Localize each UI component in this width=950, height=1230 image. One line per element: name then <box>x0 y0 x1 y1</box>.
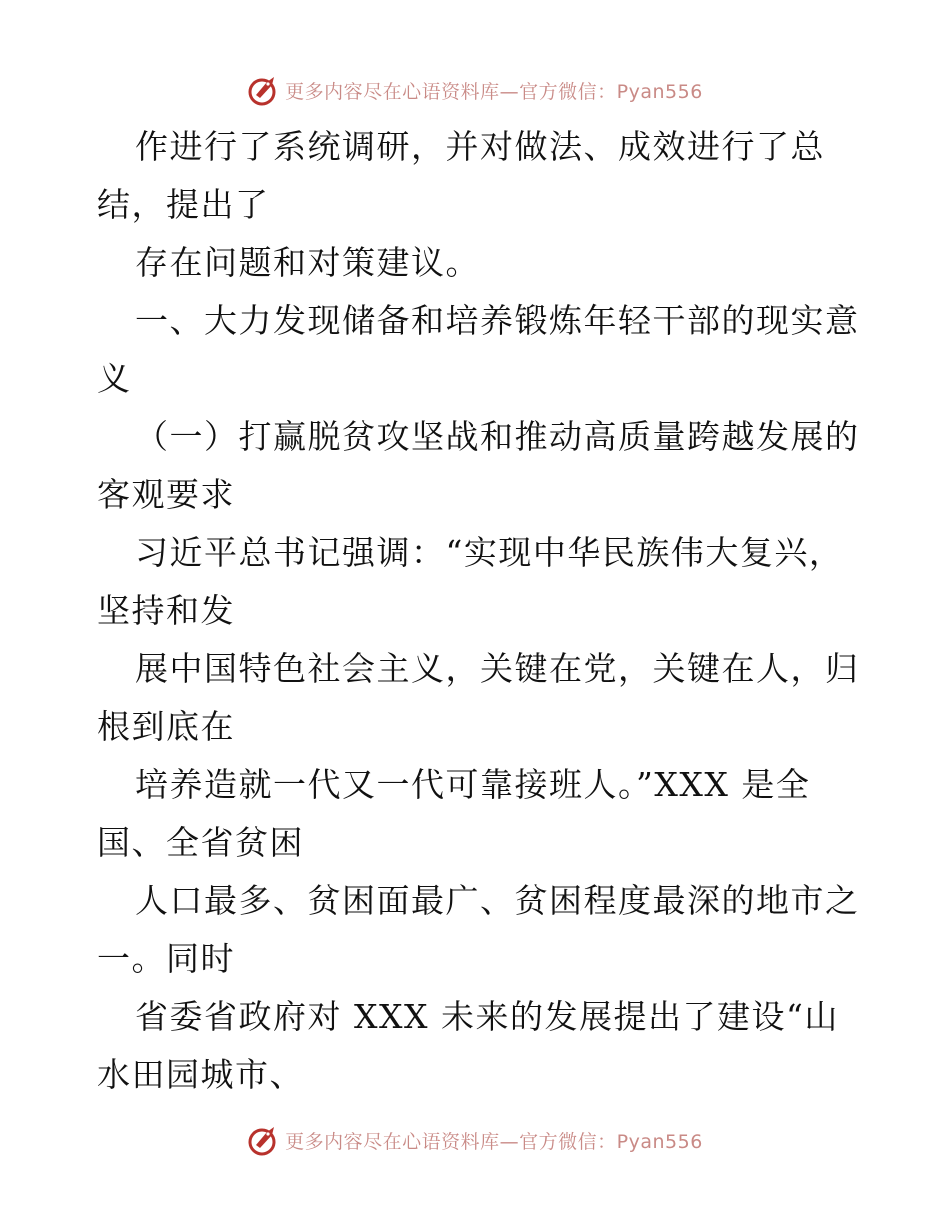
header-banner-text: 更多内容尽在心语资料库—官方微信：Pyan556 <box>285 80 703 103</box>
header-banner <box>0 72 950 108</box>
subsection-heading-line: 客观要求 <box>97 475 235 514</box>
paragraph-line: 作进行了系统调研，并对做法、成效进行了总 <box>135 127 825 166</box>
paragraph-line: 结，提出了 <box>97 185 270 224</box>
section-heading-line: 一、大力发现储备和培养锻炼年轻干部的现实意 <box>135 301 860 340</box>
paragraph-line: 展中国特色社会主义，关键在党，关键在人，归 <box>135 649 860 688</box>
paragraph-line: 习近平总书记强调：“实现中华民族伟大复兴， <box>135 533 844 572</box>
section-heading-line: 义 <box>97 359 132 398</box>
pen-nib-logo-icon <box>247 1123 281 1157</box>
paragraph-line: 人口最多、贫困面最广、贫困程度最深的地市之 <box>135 881 860 920</box>
paragraph-line: 培养造就一代又一代可靠接班人。”XXX 是全 <box>135 765 811 804</box>
footer-banner <box>0 1122 950 1158</box>
paragraph-line: 一。同时 <box>97 939 235 978</box>
footer-banner-text: 更多内容尽在心语资料库—官方微信：Pyan556 <box>285 1130 703 1153</box>
paragraph-line: 根到底在 <box>97 707 235 746</box>
subsection-heading-line: （一）打赢脱贫攻坚战和推动高质量跨越发展的 <box>135 417 860 456</box>
paragraph-line: 存在问题和对策建议。 <box>135 243 480 282</box>
paragraph-line: 坚持和发 <box>97 591 235 630</box>
pen-nib-logo-icon <box>247 73 281 107</box>
document-body <box>97 118 867 1104</box>
paragraph-line: 国、全省贫困 <box>97 823 304 862</box>
paragraph-line: 水田园城市、 <box>97 1055 304 1094</box>
paragraph-line: 省委省政府对 XXX 未来的发展提出了建设“山 <box>135 997 839 1036</box>
